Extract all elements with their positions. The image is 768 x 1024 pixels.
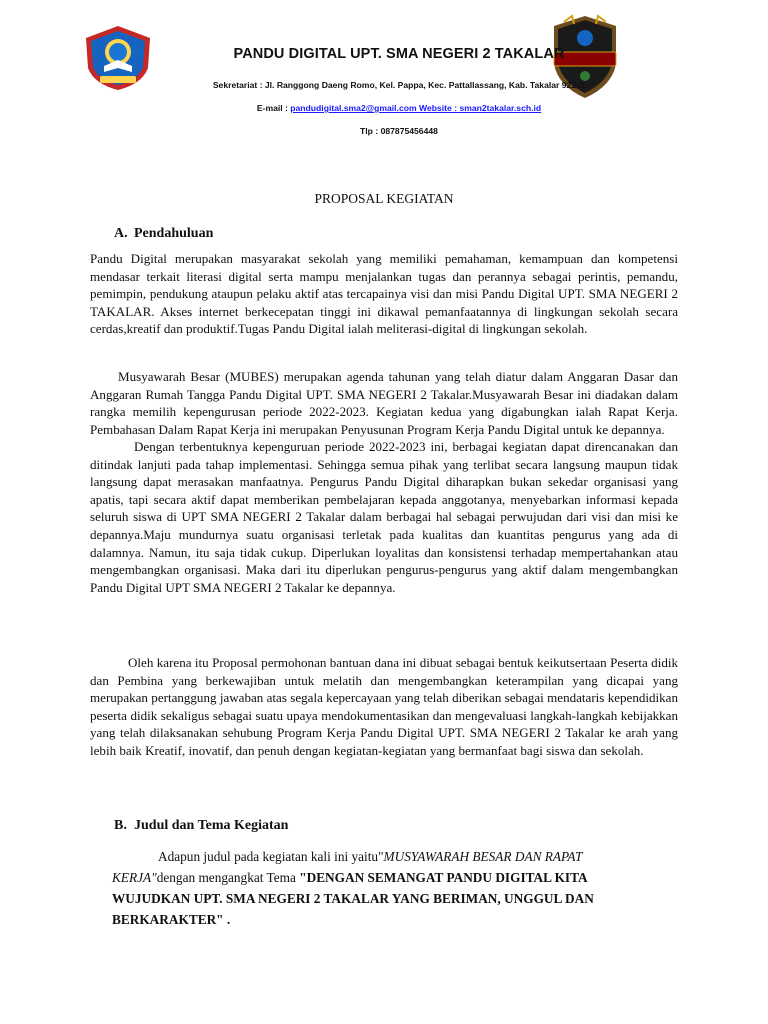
theme-paragraph [112,846,632,930]
intro-paragraph-2: Musyawarah Besar (MUBES) merupakan agenda tahunan yang telah diatur dalam Anggaran Dasar dan Anggaran Rumah Tangga Pandu Digital UPT. SMA NEGERI 2 Takalar.Musyawarah Besar ini diadakan dalam rangka memilih kepengurusan periode 2022-2023. Kegiatan kedua yang digabungkan ialah Rapat Kerja. Pembahasan Dalam Rapat Kerja ini merupakan Penyusunan Program Kerja Pandu Digital untuk ke depannya. [90,369,678,437]
letterhead-contact [0,103,768,113]
intro-paragraph-3: Dengan terbentuknya kepenguruan periode 2022-2023 ini, berbagai kegiatan dapat direncanakan dan ditindak lanjuti pada tahap implementasi. Sehingga semua pihak yang terlibat secara langsung maupun tidak langsung dapat merasakan manfaatnya. Pengurus Pandu Digital diharapkan bukan sekedar organisasi yang apatis, tapi secara aktif dapat memberikan pembelajaran kepada anggotanya, menyebarkan informasi kepada seluruh siswa di UPT SMA NEGERI 2 Takalar dalam berbagai hal sebagai perwujudan dari visi dan misi ke depannya.Maju mundurnya suatu organisasi terletak pada kualitas dan kuantitas pengurus yang ada di dalamnya. Namun, itu saja tidak cukup. Diperlukan loyalitas dan konsistensi terhadap mempertahankan atau mengembangkan organisasi. Maka dari itu diperlukan pengurus-pengurus yang aktif dalam mengembangkan Pandu Digital UPT SMA NEGERI 2 Takalar ke depannya. [90,439,678,595]
email-link[interactable]: pandudigital.sma2@gmail.com [290,103,417,113]
theme-connector: dengan mengangkat Tema [156,870,300,885]
letterhead-title: PANDU DIGITAL UPT. SMA NEGERI 2 TAKALAR [233,46,565,62]
letterhead-address: Sekretariat : Jl. Ranggong Daeng Romo, Kel. Pappa, Kec. Pattallassang, Kab. Takalar 92211 [212,80,586,90]
letterhead-phone: Tlp : 087875456448 [360,126,438,136]
document-title: PROPOSAL KEGIATAN [314,191,454,206]
email-label: E-mail : [256,103,291,113]
section-b-title: Judul dan Tema Kegiatan [134,818,289,833]
section-a-heading [114,226,213,242]
intro-paragraph-4: Oleh karena itu Proposal permohonan bantuan dana ini dibuat sebagai bentuk keikutsertaan Peserta didik dan Pembina yang berkewajiban untuk melatih dan mengembangkan keterampilan yang dicapai yang merupakan pertanggung jawaban atas segala kepercayaan yang telah diberikan sebagai mendataris kependidikan peserta didik sekaligus sebagai suatu upaya mendokumentasikan dan mengevaluasi langkah-langkah kebijakkan yang telah dilaksanakan sehubung Program Kerja Pandu Digital UPT. SMA NEGERI 2 Takalar ke arah yang lebih baik Kreatif, inovatif, dan penuh dengan kegiatan-kegiatan yang bermanfaat bagi siswa dan sekolah. [90,655,678,758]
intro-paragraph-1: Pandu Digital merupakan masyarakat sekolah yang memiliki pemahaman, kemampuan dan kompetensi mendasar terkait literasi digital serta mampu menjalankan tugas dan perannya sebagai perintis, pemandu, pemimpin, pendukung ataupun pelaku aktif atas tercapainya visi dan misi Pandu Digital UPT. SMA NEGERI 2 TAKALAR. Akses internet berkecepatan tinggi ini dikawal pemanfaatannya di lingkungan sekolah secara cerdas,kreatif dan produktif.Tugas Pandu Digital ialah meliterasi-digital di lingkungan sekolah. [90,251,678,337]
website-link[interactable]: Website : sman2takalar.sch.id [416,103,542,113]
section-a-number: A. [114,226,128,241]
event-title: MUSYAWARAH BESAR DAN RAPAT KERJA" [112,849,583,885]
section-a-title: Pendahuluan [134,226,214,241]
theme-intro: Adapun judul pada kegiatan kali ini yaitu" [158,849,384,864]
section-b-number: B. [114,818,127,833]
theme-text: "DENGAN SEMANGAT PANDU DIGITAL KITA WUJUDKAN UPT. SMA NEGERI 2 TAKALAR YANG BERIMAN, UNGGUL DAN BERKARAKTER" . [112,870,594,927]
section-b-heading [114,818,288,834]
